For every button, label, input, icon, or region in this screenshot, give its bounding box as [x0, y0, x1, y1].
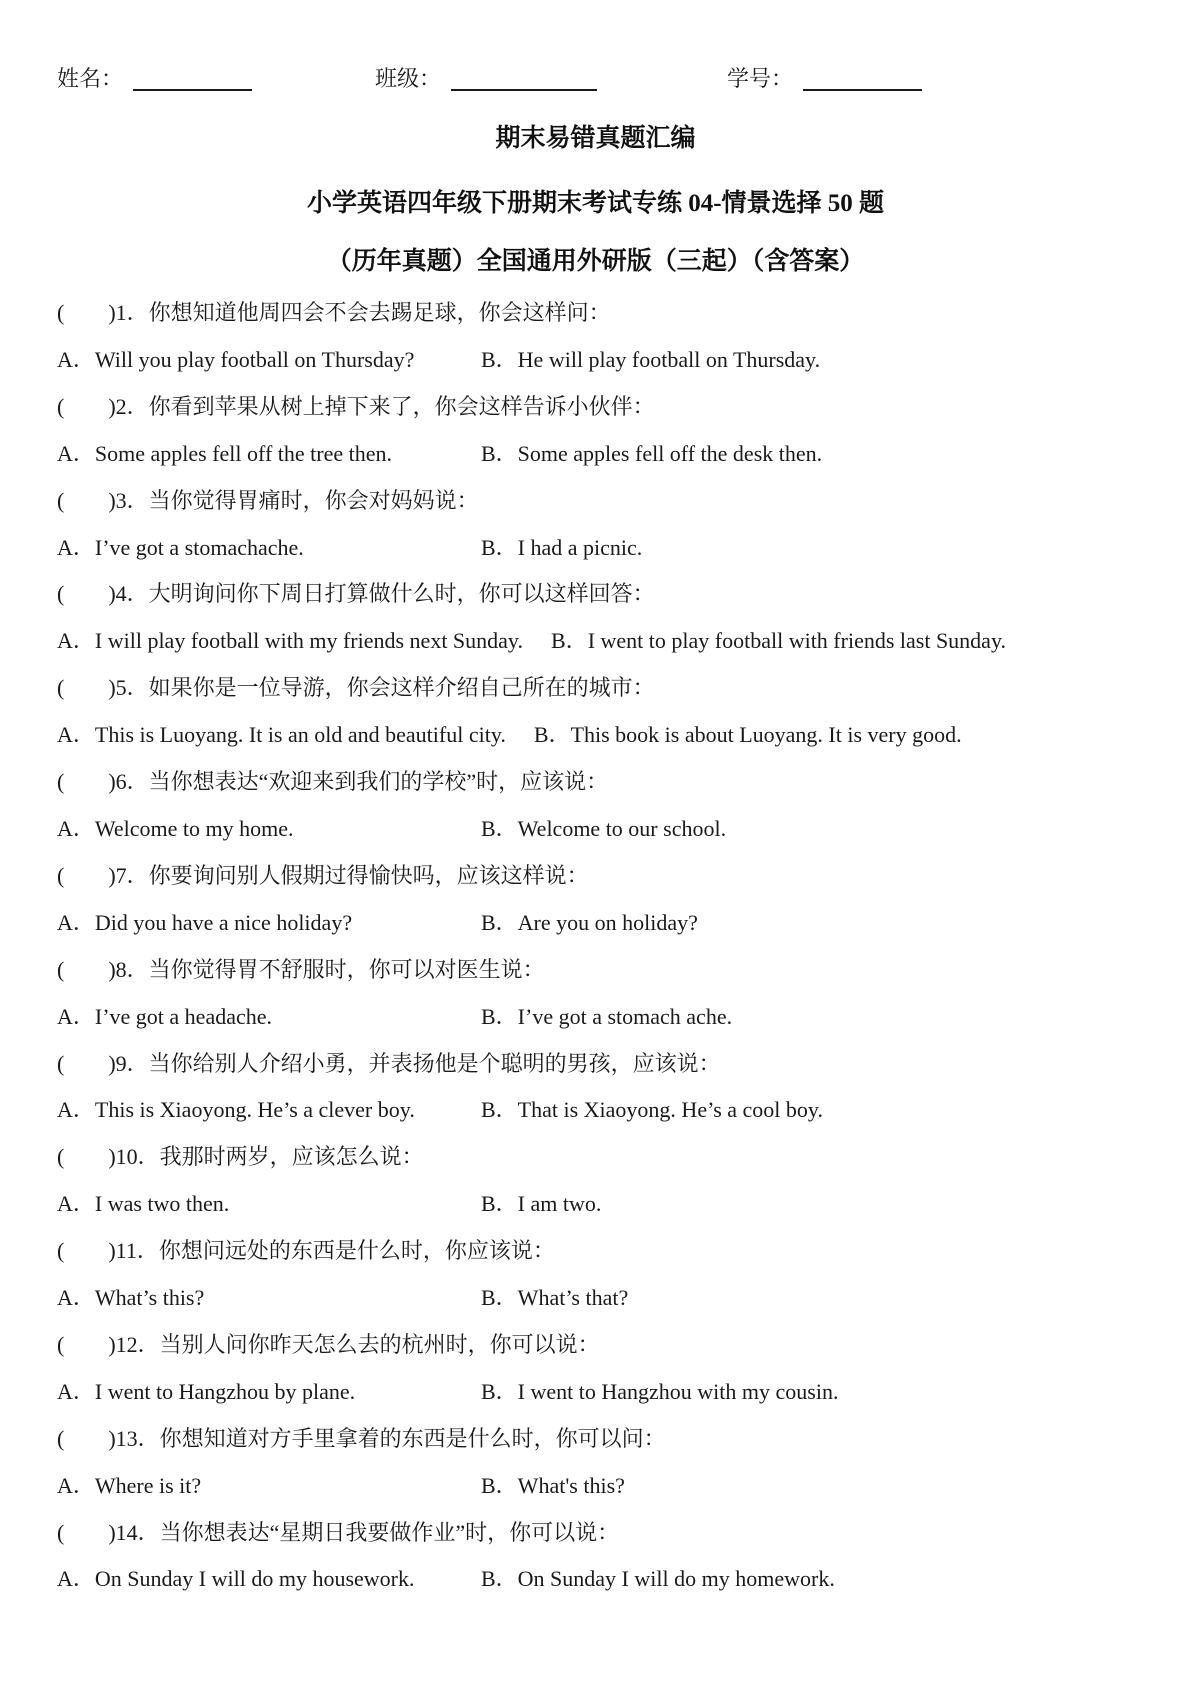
question-stem: ( )13．你想知道对方手里拿着的东西是什么时，你可以问：	[57, 1425, 666, 1451]
question-item	[57, 290, 1167, 384]
option-a: A．This is Luoyang. It is an old and beautiful city.	[57, 722, 506, 748]
question-stem: ( )2．你看到苹果从树上掉下来了，你会这样告诉小伙伴：	[57, 393, 655, 419]
name-label: 姓名：	[57, 66, 124, 91]
option-b: B．Welcome to our school.	[481, 815, 727, 841]
question-item	[57, 1416, 1167, 1510]
question-item	[57, 1510, 1167, 1604]
question-options	[57, 337, 1167, 384]
question-options	[57, 1181, 1167, 1228]
question-stem: ( )8．当你觉得胃不舒服时，你可以对医生说：	[57, 956, 545, 982]
question-item	[57, 1041, 1167, 1135]
doc-title: 期末易错真题汇编	[495, 125, 696, 152]
class-blank-line	[451, 69, 597, 91]
option-b: B．What’s that?	[481, 1285, 629, 1311]
option-a: A．I’ve got a stomachache.	[57, 534, 304, 560]
option-b: B．I went to Hangzhou with my cousin.	[481, 1378, 839, 1404]
question-item	[57, 571, 1167, 665]
doc-edition-line: （历年真题）全国通用外研版（三起）（含答案）	[326, 248, 865, 275]
question-options	[57, 712, 1167, 759]
student-id-field	[727, 62, 922, 93]
name-blank-line	[133, 69, 252, 91]
class-field	[375, 62, 597, 93]
question-options	[57, 1275, 1167, 1322]
question-stem: ( )7．你要询问别人假期过得愉快吗，应该这样说：	[57, 862, 589, 888]
question-options	[57, 994, 1167, 1041]
option-b: B．Some apples fell off the desk then.	[481, 440, 823, 466]
question-item	[57, 853, 1167, 947]
question-item	[57, 384, 1167, 478]
question-stem: ( )3．当你觉得胃痛时，你会对妈妈说：	[57, 487, 479, 513]
option-a: A．On Sunday I will do my housework.	[57, 1566, 415, 1592]
doc-subtitle: 小学英语四年级下册期末考试专练 04-情景选择 50 题	[306, 190, 885, 217]
option-b: B．I went to play football with friends last Sunday.	[551, 628, 1007, 654]
option-b: B．This book is about Luoyang. It is very good.	[533, 722, 962, 748]
question-stem: ( )10．我那时两岁，应该怎么说：	[57, 1144, 424, 1170]
question-options	[57, 1556, 1167, 1603]
option-a: A．Where is it?	[57, 1472, 202, 1498]
question-item	[57, 1322, 1167, 1416]
question-options	[57, 1087, 1167, 1134]
student-id-label: 学号：	[727, 66, 794, 91]
question-stem: ( )6．当你想表达“欢迎来到我们的学校”时，应该说：	[57, 769, 609, 795]
question-options	[57, 1369, 1167, 1416]
question-item	[57, 1134, 1167, 1228]
question-item	[57, 665, 1167, 759]
option-a: A．I’ve got a headache.	[57, 1003, 273, 1029]
question-stem: ( )4．大明询问你下周日打算做什么时，你可以这样回答：	[57, 581, 655, 607]
option-a: A．What’s this?	[57, 1285, 205, 1311]
option-b: B．Are you on holiday?	[481, 909, 698, 935]
question-options	[57, 431, 1167, 478]
name-field	[57, 62, 252, 93]
option-a: A．Some apples fell off the tree then.	[57, 440, 392, 466]
option-b: B．On Sunday I will do my homework.	[481, 1566, 835, 1592]
question-stem: ( )1．你想知道他周四会不会去踢足球，你会这样问：	[57, 300, 611, 325]
option-b: B．I’ve got a stomach ache.	[481, 1003, 733, 1029]
option-a: A．Will you play football on Thursday?	[57, 346, 415, 372]
option-a: A．This is Xiaoyong. He’s a clever boy.	[57, 1097, 415, 1123]
question-options	[57, 618, 1167, 665]
question-item	[57, 759, 1167, 853]
student-id-blank-line	[803, 69, 922, 91]
student-info-header	[0, 62, 1191, 96]
question-options	[57, 900, 1167, 947]
question-item	[57, 1228, 1167, 1322]
question-item	[57, 947, 1167, 1041]
question-stem: ( )12．当别人问你昨天怎么去的杭州时，你可以说：	[57, 1331, 600, 1357]
option-a: A．Welcome to my home.	[57, 815, 294, 841]
question-stem: ( )9．当你给别人介绍小勇，并表扬他是个聪明的男孩，应该说：	[57, 1050, 721, 1076]
option-b: B．That is Xiaoyong. He’s a cool boy.	[481, 1097, 823, 1123]
question-options	[57, 806, 1167, 853]
option-a: A．I was two then.	[57, 1191, 230, 1217]
option-a: A．I went to Hangzhou by plane.	[57, 1378, 356, 1404]
option-b: B．He will play football on Thursday.	[481, 346, 821, 372]
question-stem: ( )5．如果你是一位导游，你会这样介绍自己所在的城市：	[57, 675, 655, 701]
question-item	[57, 478, 1167, 572]
question-options	[57, 1463, 1167, 1510]
question-stem: ( )14．当你想表达“星期日我要做作业”时，你可以说：	[57, 1519, 620, 1545]
question-options	[57, 525, 1167, 572]
option-b: B．What's this?	[481, 1472, 625, 1498]
option-b: B．I had a picnic.	[481, 534, 643, 560]
option-a: A．I will play football with my friends next Sunday.	[57, 628, 524, 654]
option-a: A．Did you have a nice holiday?	[57, 909, 353, 935]
question-stem: ( )11．你想问远处的东西是什么时，你应该说：	[57, 1238, 555, 1264]
option-b: B．I am two.	[481, 1191, 602, 1217]
question-list	[57, 290, 1167, 1603]
class-label: 班级：	[375, 66, 442, 91]
